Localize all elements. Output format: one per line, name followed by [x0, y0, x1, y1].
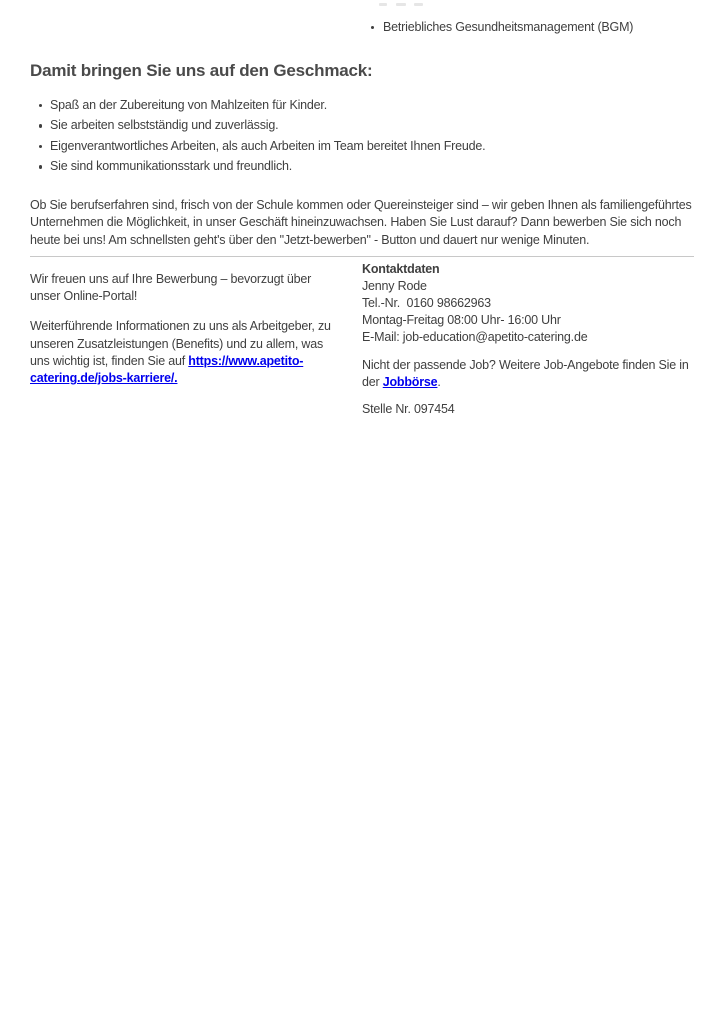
- benefits-list-continued: [362, 19, 707, 36]
- quality-item-label: Eigenverantwortliches Arbeiten, als auch Arbeiten im Team bereitet Ihnen Freude.: [50, 138, 486, 153]
- clipped-text-remnant: [379, 3, 387, 6]
- contact-name: Jenny Rode: [362, 279, 427, 293]
- other-jobs-paragraph: [362, 357, 700, 391]
- section-divider: [30, 256, 694, 257]
- section-heading: Damit bringen Sie uns auf den Geschmack:: [30, 61, 373, 80]
- quality-item: [30, 158, 690, 175]
- more-info-text: Weiterführende Informationen zu uns als Arbeitgeber, zu unseren Zusatzleistungen (Benefits) und zu allem, was uns wichtig ist, finden Sie auf: [30, 319, 331, 368]
- clipped-text-remnant: [396, 3, 406, 6]
- benefit-item: [362, 19, 707, 36]
- other-jobs-text: Nicht der passende Job? Weitere Job-Angebote finden Sie in der: [362, 358, 689, 389]
- quality-item-label: Sie arbeiten selbstständig und zuverlässig.: [50, 118, 279, 133]
- quality-item: [30, 138, 690, 155]
- apply-paragraph: Ob Sie berufserfahren sind, frisch von der Schule kommen oder Quereinsteiger sind – wir geben Ihnen als familiengeführtes Unternehmen die Möglichkeit, in unser Geschäft hineinzuwachsen. Haben Sie Lust darauf? Dann bewerben Sie sich noch heute bei uns! Am schnellsten geht's über den "Jetzt-bewerben" - Button und dauert nur wenige Minuten.: [30, 198, 692, 247]
- benefit-item-label: Betriebliches Gesundheitsmanagement (BGM): [383, 20, 634, 34]
- jobs-karriere-link[interactable]: https://www.apetito-catering.de/jobs-karriere/.: [30, 353, 304, 386]
- quality-item-label: Sie sind kommunikationsstark und freundlich.: [50, 159, 293, 174]
- application-intro: Wir freuen uns auf Ihre Bewerbung – bevorzugt über unser Online-Portal!: [30, 272, 312, 304]
- quality-item: [30, 117, 690, 134]
- jobboerse-link[interactable]: Jobbörse: [382, 375, 438, 389]
- quality-item-label: Spaß an der Zubereitung von Mahlzeiten für Kinder.: [50, 98, 327, 112]
- quality-item: [30, 97, 690, 114]
- more-info-paragraph: [30, 318, 344, 387]
- qualities-list: [30, 97, 690, 179]
- contact-hours: Montag-Freitag 08:00 Uhr- 16:00 Uhr: [362, 313, 561, 327]
- contact-phone: Tel.-Nr. 0160 98662963: [362, 296, 491, 310]
- other-jobs-suffix: .: [437, 375, 441, 389]
- contact-heading: Kontaktdaten: [362, 262, 440, 276]
- application-info-column: [30, 271, 344, 400]
- clipped-text-remnant: [414, 3, 423, 6]
- contact-email: E-Mail: job-education@apetito-catering.de: [362, 330, 588, 344]
- contact-column: [362, 261, 700, 418]
- job-number: Stelle Nr. 097454: [362, 402, 455, 416]
